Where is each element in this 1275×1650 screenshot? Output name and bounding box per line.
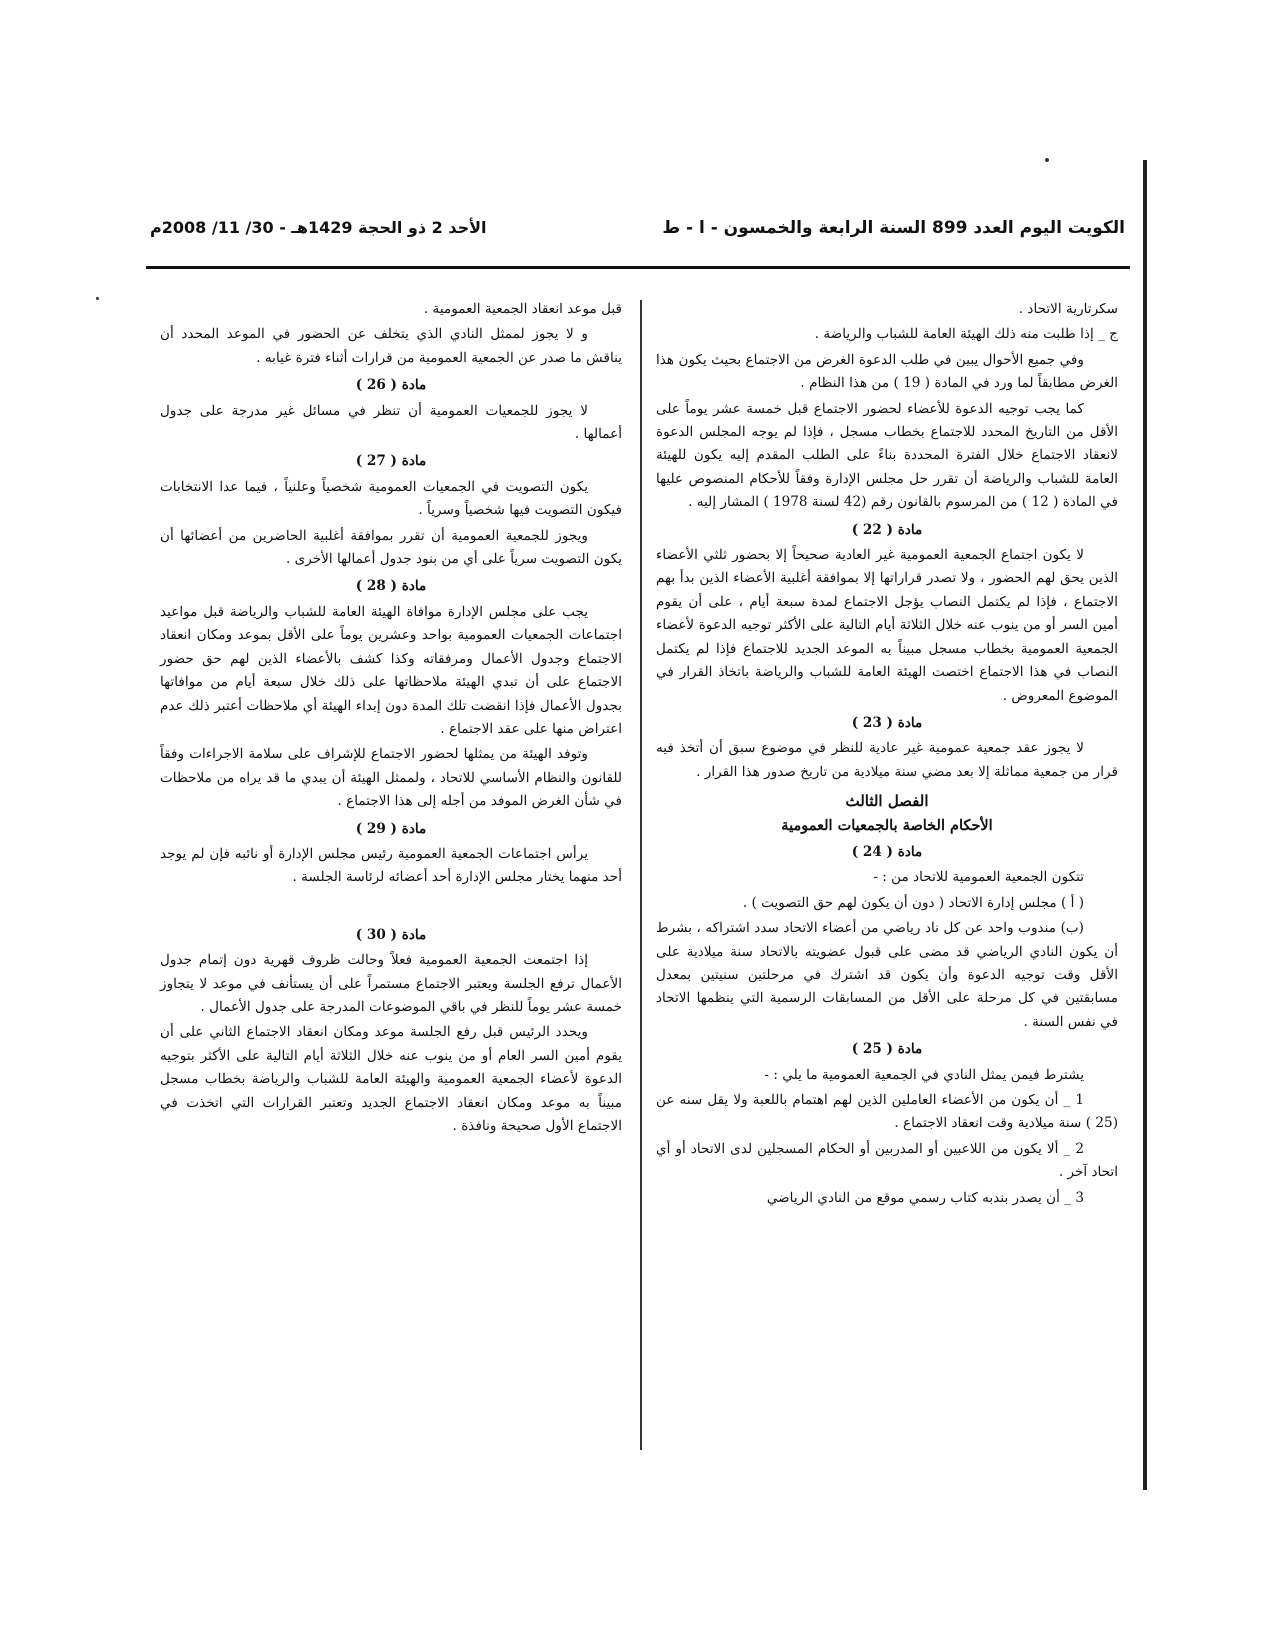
paragraph: ويحدد الرئيس قبل رفع الجلسة موعد ومكان انعقاد الاجتماع الثاني على أن يقوم أمين السر العام أو من ينوب عنه خلال الثلاثة أيام التالية على الأكثر بتوجيه الدعوة لأعضاء الجمعية العمومية والهيئة العامة للشباب والرياضة بخطاب مسجل مبيناً به موعد ومكان انعقاد الاجتماع الجديد وتعتبر القرارات التي اتخذت في الاجتماع الأول صحيحة ونافذة .	[160, 1024, 622, 1134]
paragraph: قبل موعد انعقاد الجمعية العمومية .	[423, 301, 622, 317]
paragraph: يكون التصويت في الجمعيات العمومية شخصياً وعلنياً ، فيما عدا الانتخابات فيكون التصويت فيها شخصياً وسرياً .	[160, 478, 622, 519]
article-title: مادة ( 25 )	[851, 1041, 923, 1058]
paragraph: 1 _ أن يكون من الأعضاء العاملين الذين لهم اهتمام باللعبة ولا يقل سنه عن (25 ) سنة ميلادية وقت انعقاد الاجتماع .	[656, 1092, 1118, 1132]
article-title: مادة ( 29 )	[355, 820, 427, 837]
paragraph: ج _ إذا طلبت منه ذلك الهيئة العامة للشباب والرياضة .	[814, 326, 1118, 343]
header-rule	[146, 266, 1130, 269]
paragraph: لا يجوز للجمعيات العمومية أن تنظر في مسائل غير مدرجة على جدول أعمالها .	[160, 402, 622, 443]
paragraph: ( أ ) مجلس إدارة الاتحاد ( دون أن يكون لهم حق التصويت ) .	[742, 894, 1084, 911]
paragraph: كما يجب توجيه الدعوة للأعضاء لحضور الاجتماع قبل خمسة عشر يوماً على الأقل من التاريخ المحدد للاجتماع بخطاب مسجل ، فإذا لم يوجه المجلس الدعوة لانعقاد الاجتماع خلال الفترة المحددة بناءً على الطلب المقدم إليه يكون للهيئة العامة للشباب والرياضة أن تقرر حل مجلس الإدارة وفقاً للأحكام المنصوص عليها في المادة ( 12 ) من المرسوم بالقانون رقم (42 لسنة 1978 ) المشار إليه .	[656, 400, 1118, 511]
paragraph: ويجوز للجمعية العمومية أن تقرر بموافقة أغلبية الحاضرين من أعضائها أن يكون التصويت سرياً على أي من بنود جدول أعمالها الأخرى .	[160, 527, 622, 568]
scan-speck	[1045, 158, 1049, 162]
paragraph: لا يجوز عقد جمعية عمومية غير عادية للنظر في موضوع سبق أن أتخذ فيه قرار من جمعية مماثلة إلا بعد مضي سنة ميلادية من تاريخ صدور هذا القرار .	[656, 740, 1118, 780]
scan-speck	[96, 297, 99, 300]
header-date: الأحد 2 ذو الحجة 1429هـ - 30/ 11/ 2008م	[150, 218, 487, 237]
left-column	[160, 298, 622, 1140]
column-divider	[640, 300, 642, 1450]
article-title: مادة ( 24 )	[851, 843, 923, 860]
chapter-title: الفصل الثالث	[845, 792, 929, 811]
paragraph: يشترط فيمن يمثل النادي في الجمعية العمومية ما يلي : -	[764, 1066, 1084, 1083]
paragraph: لا يكون اجتماع الجمعية العمومية غير العادية صحيحاً إلا بحضور ثلثي الأعضاء الذين يحق لهم الحضور ، ولا تصدر قراراتها إلا بموافقة أغلبية الأعضاء الذين بدأ بهم الاجتماع ، فإذا لم يكتمل النصاب يؤجل الاجتماع لمدة سبعة أيام ، على أن يقوم أمين السر أو من ينوب عنه خلال الثلاثة أيام التالية على الأكثر توجيه الدعوة لأعضاء الجمعية العمومية بخطاب مسجل مبيناً به الموعد الجديد للاجتماع فإذا لم يكتمل النصاب في هذا الاجتماع اختصت الهيئة العامة للشباب والرياضة باتخاذ القرار في الموضوع المعروض .	[656, 547, 1119, 704]
page-header	[150, 218, 1125, 248]
article-title: مادة ( 27 )	[355, 453, 427, 470]
paragraph: 2 _ ألا يكون من اللاعبين أو المدربين أو الحكام المسجلين لدى الاتحاد أو أي اتحاد آخر .	[656, 1140, 1118, 1181]
paragraph: إذا اجتمعت الجمعية العمومية فعلاً وحالت ظروف قهرية دون إتمام جدول الأعمال ترفع الجلسة ويعتبر الاجتماع مستمراً على أن يستأنف في موعد لا يتجاوز خمسة عشر يوماً للنظر في باقي الموضوعات المدرجة على جدول الأعمال .	[160, 952, 622, 1015]
article-title: مادة ( 26 )	[355, 377, 427, 394]
paragraph: و لا يجوز لممثل النادي الذي يتخلف عن الحضور في الموعد المحدد أن يناقش ما صدر عن الجمعية العمومية من قرارات أثناء فترة غيابه .	[160, 326, 622, 366]
right-column	[656, 298, 1118, 1212]
paragraph: وتوفد الهيئة من يمثلها لحضور الاجتماع للإشراف على سلامة الاجراءات وفقاً للقانون والنظام الأساسي للاتحاد ، ولممثل الهيئة أن يبدي ما قد يراه من ملاحظات في شأن الغرض الموفد من أجله إلى هذا الاجتماع .	[160, 746, 622, 810]
paragraph: يرأس اجتماعات الجمعية العمومية رئيس مجلس الإدارة أو نائبه فإن لم يوجد أحد منهما يختار مجلس الإدارة أحد أعضائه لرئاسة الجلسة .	[160, 845, 622, 886]
paragraph: 3 _ أن يصدر بندبه كتاب رسمي موقع من النادي الرياضي	[766, 1189, 1084, 1206]
scan-edge-mark	[1143, 160, 1147, 1490]
header-publication-info: الكويت اليوم العدد 899 السنة الرابعة والخمسون - ا - ط	[662, 218, 1125, 238]
paragraph: تتكون الجمعية العمومية للاتحاد من : -	[873, 869, 1084, 886]
paragraph: (ب) مندوب واحد عن كل ناد رياضي من أعضاء الاتحاد سدد اشتراكه ، بشرط أن يكون النادي الرياضي قد مضى على قبول عضويته بالاتحاد سنة ميلادية على الأقل وقت توجيه الدعوة وأن يكون قد اشترك في مرحلتين سنيتين بمعدل مسابقتين في كل مرحلة على الأقل من المسابقات الرسمية التي ينظمها الاتحاد في نفس السنة .	[656, 920, 1118, 1030]
article-title: مادة ( 23 )	[851, 714, 923, 731]
paragraph: وفي جميع الأحوال يبين في طلب الدعوة الغرض من الاجتماع بحيث يكون هذا الغرض مطابقاً لما ورد في المادة ( 19 ) من هذا النظام .	[656, 351, 1118, 392]
paragraph: سكرتارية الاتحاد .	[1018, 301, 1118, 317]
spacer	[160, 892, 622, 920]
chapter-subtitle: الأحكام الخاصة بالجمعيات العمومية	[781, 816, 993, 834]
paragraph: يجب على مجلس الإدارة موافاة الهيئة العامة للشباب والرياضة قبل مواعيد اجتماعات الجمعيات العمومية بواحد وعشرين يوماً على الأقل بموعد ومكان انعقاد الاجتماع وجدول الأعمال ومرفقاته وكذا كشف بالأعضاء الذين لهم حق حضور الاجتماع على أن تبدي الهيئة ملاحظاتها على ذلك خلال سبعة أيام من موافاتها بجدول الأعمال فإذا انقضت تلك المدة دون إبداء الهيئة أي ملاحظات أعتبر ذلك عدم اعتراض منها على عقد الاجتماع .	[160, 603, 622, 737]
article-title: مادة ( 28 )	[355, 578, 427, 595]
article-title: مادة ( 22 )	[851, 521, 923, 538]
article-title: مادة ( 30 )	[355, 926, 427, 943]
